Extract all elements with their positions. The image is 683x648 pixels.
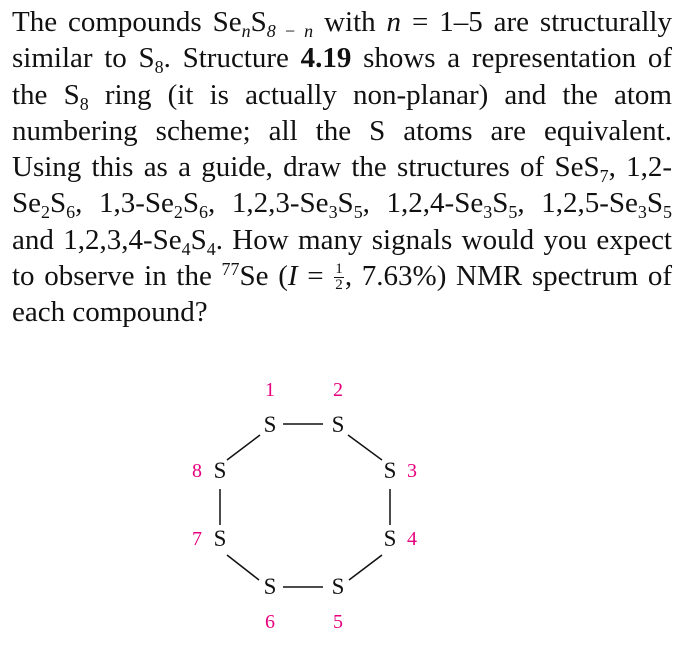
atom-s3: S [383,458,397,483]
atom-s2: S [331,412,345,437]
spin-fraction: $\frac{1}{2}$ [335,260,343,293]
bond-8-1 [227,435,260,460]
bond-2-3 [348,435,382,460]
question-text: The compounds $Se_nS_{8 - n}$ with n = 1–5 are structurally similar to $S_8$. Structure 4.19 shows a representation of the $S_8$ ring (it is actually non-planar) and the atom numbering scheme; all the S atoms are equivalent. Using this as a guide, draw the structures of SeS$_7$, $1,2-Se_2S_6$, $1,3-Se_2S_6$, $1,2,3-Se_3S_5$, $1,2,4-Se_3S_5$, $1,2,5-Se_3S_5$ and $1,2,3,4-Se_4S_4$. How many signals would you expect to observe in the $^{77}$Se (I = $\frac{1}{2}$ , 7.63%) NMR spectrum of each compound? [12,6,672,329]
atom-number-6: 6 [265,611,275,633]
atom-s5: S [331,574,345,599]
atom-s4: S [383,526,397,551]
atom-number-7: 7 [192,528,202,550]
atom-number-1: 1 [265,379,275,401]
atom-number-3: 3 [407,460,417,482]
atom-number-4: 4 [407,528,417,550]
atom-number-8: 8 [192,460,202,482]
atom-number-5: 5 [333,611,343,633]
atom-s1: S [263,412,277,437]
atom-s6: S [263,574,277,599]
atom-s8: S [213,458,227,483]
structure-reference: 4.19 [300,42,352,75]
bond-6-7 [227,555,259,580]
atom-s7: S [213,526,227,551]
atom-number-2: 2 [333,379,343,401]
bond-4-5 [349,555,382,580]
